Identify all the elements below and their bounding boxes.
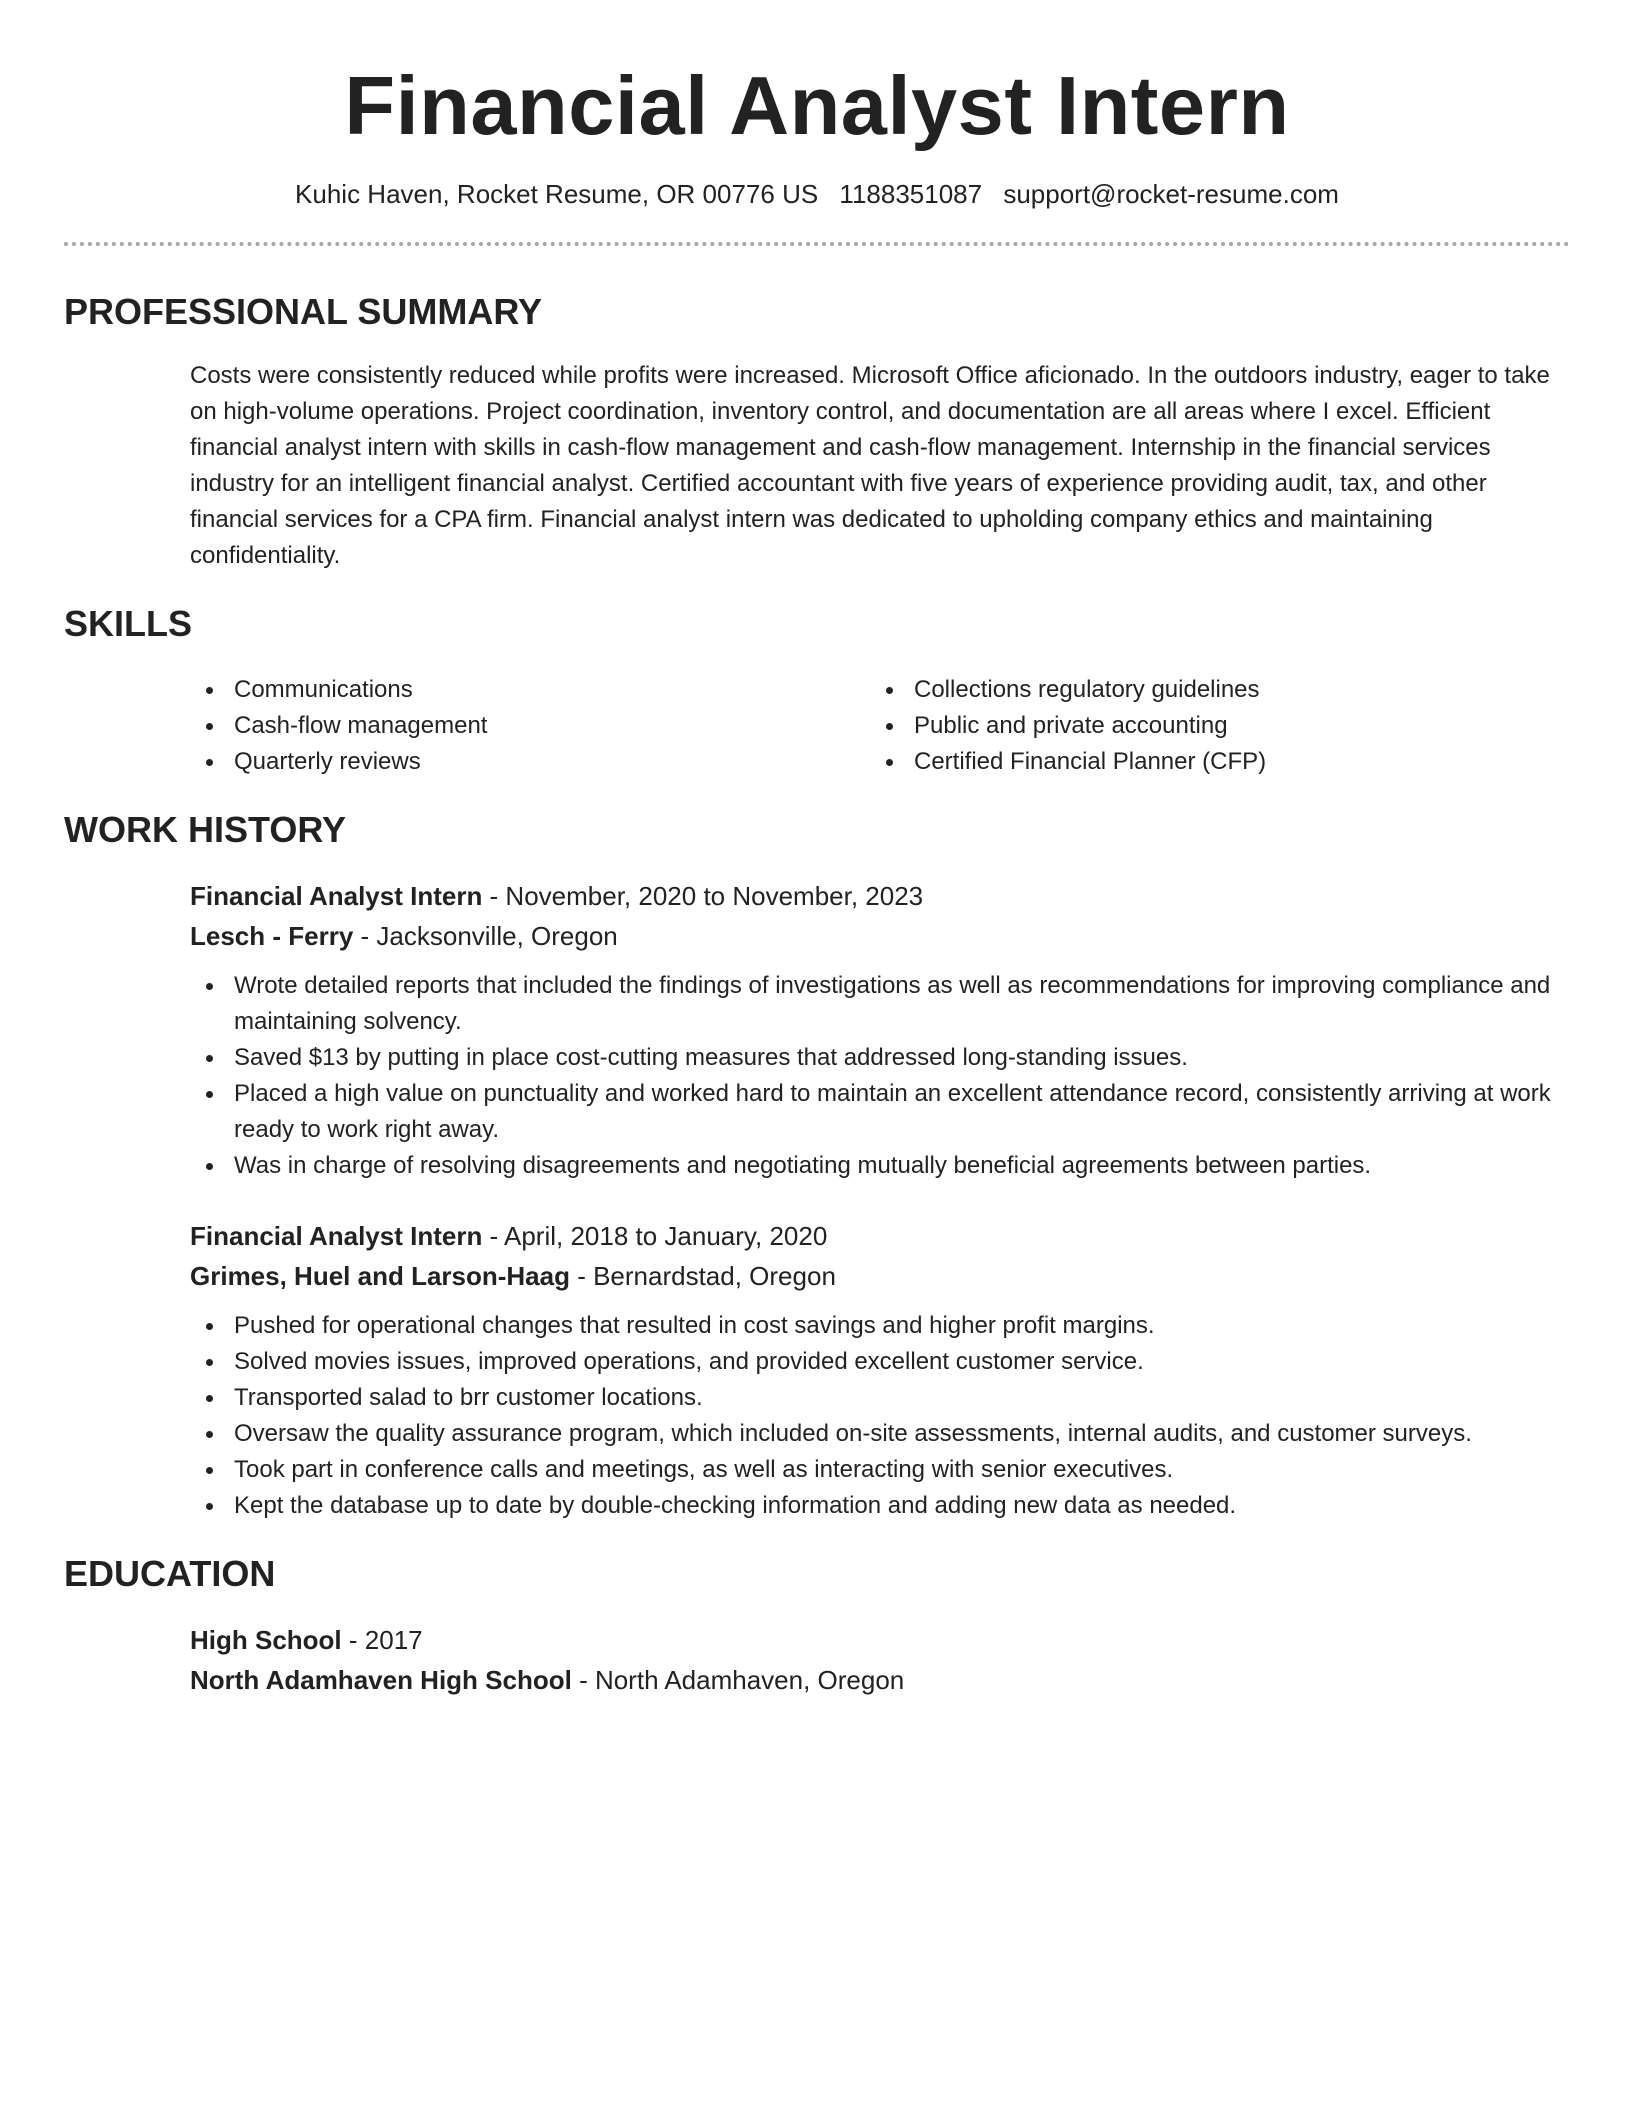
- job-title-line: [190, 876, 1570, 916]
- job-bullet: Was in charge of resolving disagreements and negotiating mutually beneficial agreements between parties.: [190, 1148, 1570, 1184]
- job-company: Lesch - Ferry: [190, 921, 354, 951]
- skills-heading: SKILLS: [64, 603, 193, 644]
- education-entry: [190, 1620, 1570, 1700]
- skill-item: Certified Financial Planner (CFP): [870, 744, 1550, 780]
- contact-phone: 1188351087: [839, 179, 983, 209]
- education-school: North Adamhaven High School: [190, 1665, 572, 1695]
- job-bullet: Solved movies issues, improved operations, and provided excellent customer service.: [190, 1344, 1570, 1380]
- job-entry: [190, 876, 1570, 1184]
- job-company-line: [190, 916, 1570, 956]
- job-entry: [190, 1216, 1570, 1524]
- education-section: [64, 1552, 1570, 1700]
- job-bullet: Saved $13 by putting in place cost-cutting measures that addressed long-standing issues.: [190, 1040, 1570, 1076]
- education-year: - 2017: [341, 1625, 423, 1655]
- contact-email: support@rocket-resume.com: [1003, 179, 1339, 209]
- job-bullet: Wrote detailed reports that included the findings of investigations as well as recommendations for improving compliance and maintaining solvency.: [190, 968, 1570, 1040]
- job-dates: - November, 2020 to November, 2023: [482, 881, 924, 911]
- summary-heading: PROFESSIONAL SUMMARY: [64, 291, 543, 332]
- education-degree-line: [190, 1620, 1570, 1660]
- job-role: Financial Analyst Intern: [190, 881, 483, 911]
- job-bullets: [190, 968, 1570, 1184]
- job-bullet: Oversaw the quality assurance program, which included on-site assessments, internal audits, and customer surveys.: [190, 1416, 1570, 1452]
- job-bullet: Pushed for operational changes that resulted in cost savings and higher profit margins.: [190, 1308, 1570, 1344]
- job-bullet: Took part in conference calls and meetings, as well as interacting with senior executives.: [190, 1452, 1570, 1488]
- skills-list-right: [870, 672, 1550, 780]
- skills-list-left: [190, 672, 870, 780]
- job-bullet: Transported salad to brr customer locations.: [190, 1380, 1570, 1416]
- job-company: Grimes, Huel and Larson-Haag: [190, 1261, 570, 1291]
- job-title-line: [190, 1216, 1570, 1256]
- resume-page: [64, 0, 1570, 1700]
- job-location: - Jacksonville, Oregon: [353, 921, 618, 951]
- job-role: Financial Analyst Intern: [190, 1221, 483, 1251]
- job-dates: - April, 2018 to January, 2020: [482, 1221, 828, 1251]
- job-bullets: [190, 1308, 1570, 1524]
- job-location: - Bernardstad, Oregon: [569, 1261, 836, 1291]
- candidate-name: Financial Analyst Intern: [344, 59, 1290, 152]
- work-history-heading: WORK HISTORY: [64, 809, 347, 850]
- education-school-line: [190, 1660, 1570, 1700]
- skill-item: Public and private accounting: [870, 708, 1550, 744]
- summary-section: [64, 290, 1570, 574]
- work-history-section: [64, 808, 1570, 1524]
- contact-line: [64, 176, 1570, 212]
- summary-text: Costs were consistently reduced while profits were increased. Microsoft Office aficionado. In the outdoors industry, eager to take on high-volume operations. Project coordination, inventory control, and documentation are all areas where I excel. Efficient financial analyst intern with skills in cash-flow management and cash-flow management. Internship in the financial services industry for an intelligent financial analyst. Certified accountant with five years of experience providing audit, tax, and other financial services for a CPA firm. Financial analyst intern was dedicated to upholding company ethics and maintaining confidentiality.: [190, 362, 1550, 569]
- job-bullet: Kept the database up to date by double-checking information and adding new data as needed.: [190, 1488, 1570, 1524]
- job-bullet: Placed a high value on punctuality and worked hard to maintain an excellent attendance record, consistently arriving at work ready to work right away.: [190, 1076, 1570, 1148]
- skill-item: Quarterly reviews: [190, 744, 870, 780]
- skill-item: Collections regulatory guidelines: [870, 672, 1550, 708]
- education-location: - North Adamhaven, Oregon: [571, 1665, 905, 1695]
- skill-item: Cash-flow management: [190, 708, 870, 744]
- job-company-line: [190, 1256, 1570, 1296]
- education-degree: High School: [190, 1625, 342, 1655]
- header-divider: [64, 242, 1570, 246]
- skill-item: Communications: [190, 672, 870, 708]
- contact-address: Kuhic Haven, Rocket Resume, OR 00776 US: [295, 179, 819, 209]
- education-heading: EDUCATION: [64, 1553, 276, 1594]
- skills-section: [64, 602, 1570, 780]
